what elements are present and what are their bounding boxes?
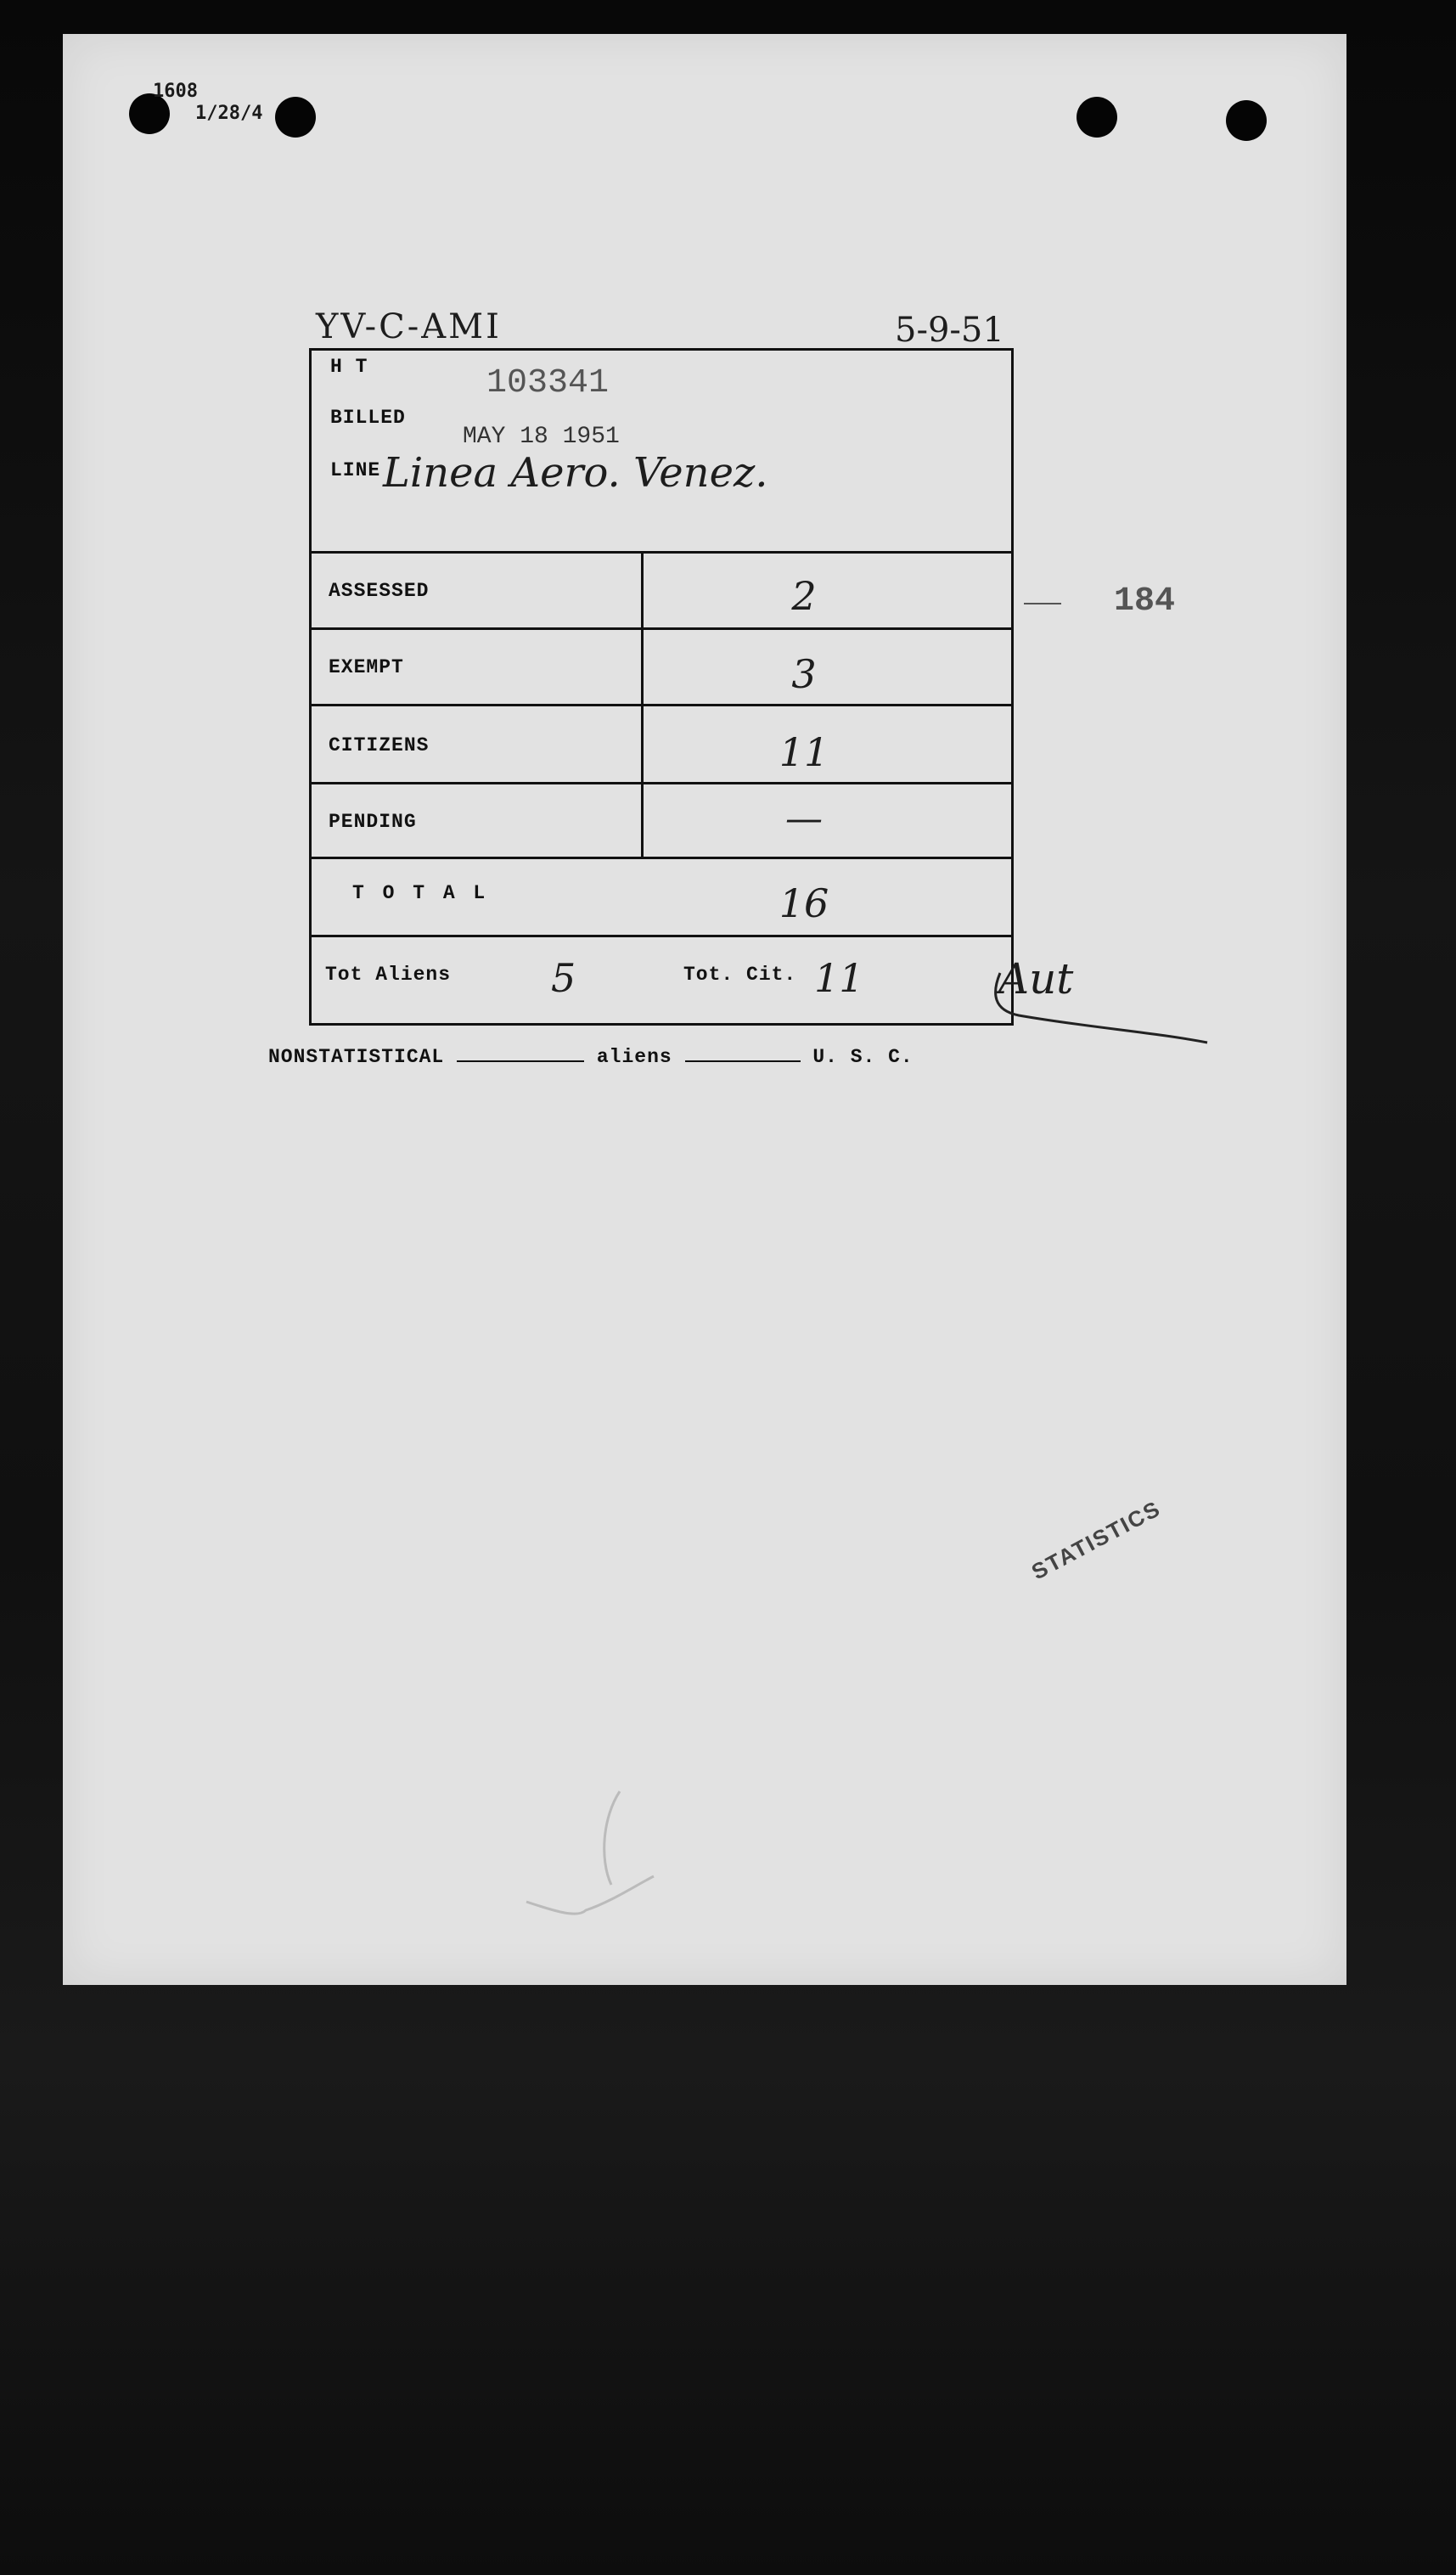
divider — [312, 857, 1011, 859]
signature-flourish — [985, 959, 1214, 1053]
aliens-label: aliens — [596, 1046, 672, 1068]
punch-hole — [1226, 100, 1267, 141]
side-dash — [1024, 603, 1061, 604]
flight-id: YV-C-AMI — [316, 307, 502, 346]
record-date: 5-9-51 — [895, 311, 1004, 350]
divider — [312, 935, 1011, 937]
nonstatistical-blank — [457, 1060, 584, 1062]
form-number: 1608 — [153, 81, 198, 102]
total-value: 16 — [779, 880, 829, 926]
nonstatistical-label: NONSTATISTICAL — [268, 1046, 445, 1068]
side-note-number: 184 — [1114, 582, 1176, 621]
billed-label: BILLED — [330, 407, 406, 429]
exempt-value: 3 — [791, 651, 817, 697]
pending-value: — — [785, 797, 823, 841]
exempt-label: EXEMPT — [329, 656, 404, 678]
tot-cit-value: 11 — [814, 955, 864, 1001]
aliens-blank — [685, 1060, 801, 1062]
punch-hole — [1077, 97, 1117, 138]
record-box — [309, 348, 1014, 1026]
citizens-label: CITIZENS — [329, 734, 430, 756]
ht-label: H T — [330, 356, 368, 378]
serial-number: 103341 — [486, 364, 610, 402]
tot-aliens-value: 5 — [551, 955, 576, 1001]
column-divider — [641, 551, 644, 857]
initials-signature: Aut — [998, 954, 1074, 1004]
divider — [312, 704, 1011, 706]
citizens-value: 11 — [779, 729, 829, 775]
pending-label: PENDING — [329, 811, 417, 833]
faint-pencil-mark — [518, 1783, 671, 1936]
line-label: LINE — [330, 459, 381, 481]
assessed-label: ASSESSED — [329, 580, 430, 602]
assessed-value: 2 — [791, 573, 817, 619]
tot-cit-label: Tot. Cit. — [683, 964, 797, 986]
line-handwritten: Linea Aero. Venez. — [383, 449, 768, 497]
punch-hole — [275, 97, 316, 138]
usc-label: U. S. C. — [812, 1046, 914, 1068]
billed-date-stamp: MAY 18 1951 — [463, 424, 620, 450]
form-revision: 1/28/4 — [195, 103, 263, 124]
total-label: T O T A L — [352, 882, 489, 904]
divider — [312, 551, 1011, 554]
divider — [312, 627, 1011, 630]
tot-aliens-label: Tot Aliens — [325, 964, 452, 986]
divider — [312, 782, 1011, 784]
statistics-stamp: STATISTICS — [1027, 1495, 1166, 1585]
nonstatistical-line — [268, 1046, 914, 1068]
